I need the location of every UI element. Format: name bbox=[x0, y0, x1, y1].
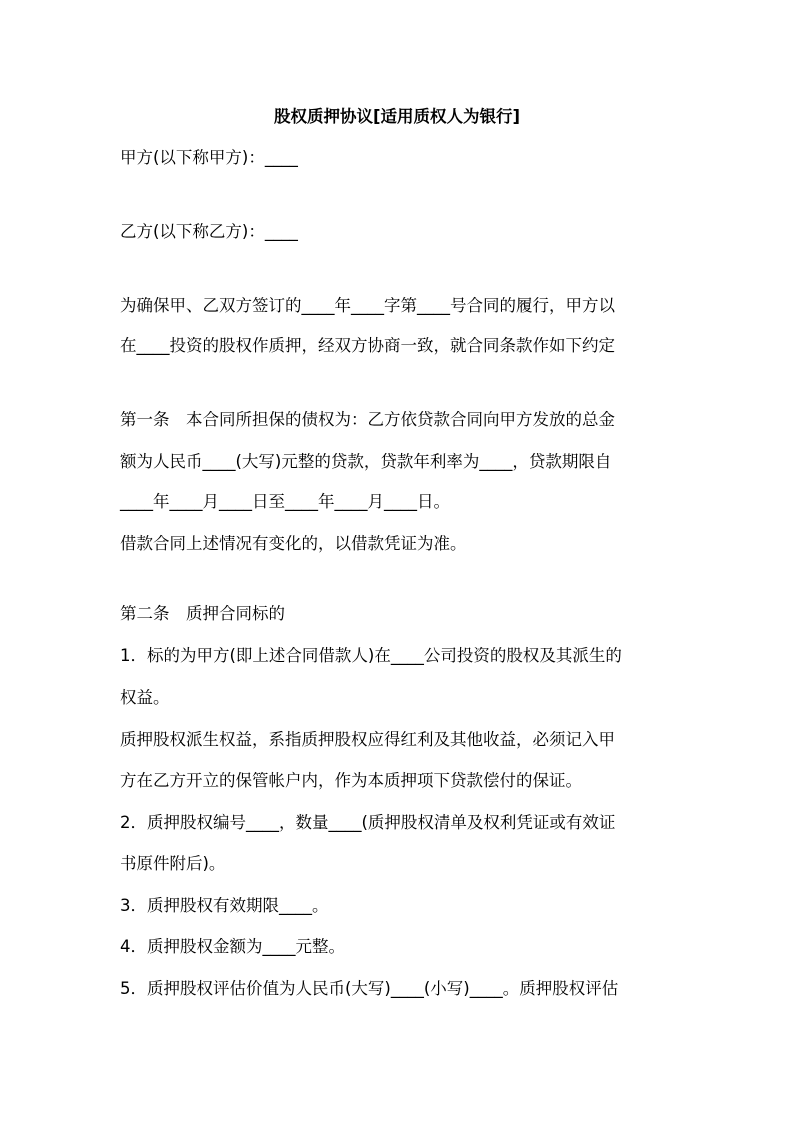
preamble-line-1: 为确保甲、乙双方签订的____年____字第____号合同的履行，甲方以 bbox=[120, 296, 615, 315]
article-1-line-2: 额为人民币____(大写)元整的贷款，贷款年利率为____，贷款期限自 bbox=[120, 452, 612, 471]
article-2-item-4: 4．质押股权金额为____元整。 bbox=[120, 937, 345, 956]
preamble-line-2: 在____投资的股权作质押，经双方协商一致，就合同条款作如下约定 bbox=[120, 336, 615, 355]
article-2-item-1-line-2: 权益。 bbox=[120, 688, 170, 707]
party-b-line: 乙方(以下称乙方)：____ bbox=[120, 222, 298, 241]
article-2-derived-rights-line-1: 质押股权派生权益，系指质押股权应得红利及其他收益，必须记入甲 bbox=[120, 730, 615, 749]
article-2-item-2-line-2: 书原件附后)。 bbox=[120, 854, 226, 873]
article-1-line-1: 第一条 本合同所担保的债权为：乙方依贷款合同向甲方发放的总金 bbox=[120, 410, 615, 429]
article-1-line-3: ____年____月____日至____年____月____日。 bbox=[120, 492, 450, 511]
party-a-line: 甲方(以下称甲方)：____ bbox=[120, 148, 298, 167]
article-2-item-3: 3．质押股权有效期限____。 bbox=[120, 896, 329, 915]
article-2-heading: 第二条 质押合同标的 bbox=[120, 604, 285, 623]
article-2-derived-rights-line-2: 方在乙方开立的保管帐户内，作为本质押项下贷款偿付的保证。 bbox=[120, 771, 582, 790]
article-2-item-1-line-1: 1．标的为甲方(即上述合同借款人)在____公司投资的股权及其派生的 bbox=[120, 646, 622, 665]
article-2-item-2-line-1: 2．质押股权编号____，数量____(质押股权清单及权利凭证或有效证 bbox=[120, 813, 616, 832]
document-title: 股权质押协议[适用质权人为银行] bbox=[273, 107, 521, 126]
article-1-note: 借款合同上述情况有变化的，以借款凭证为准。 bbox=[120, 534, 467, 553]
article-2-item-5: 5．质押股权评估价值为人民币(大写)____(小写)____。质押股权评估 bbox=[120, 979, 619, 998]
